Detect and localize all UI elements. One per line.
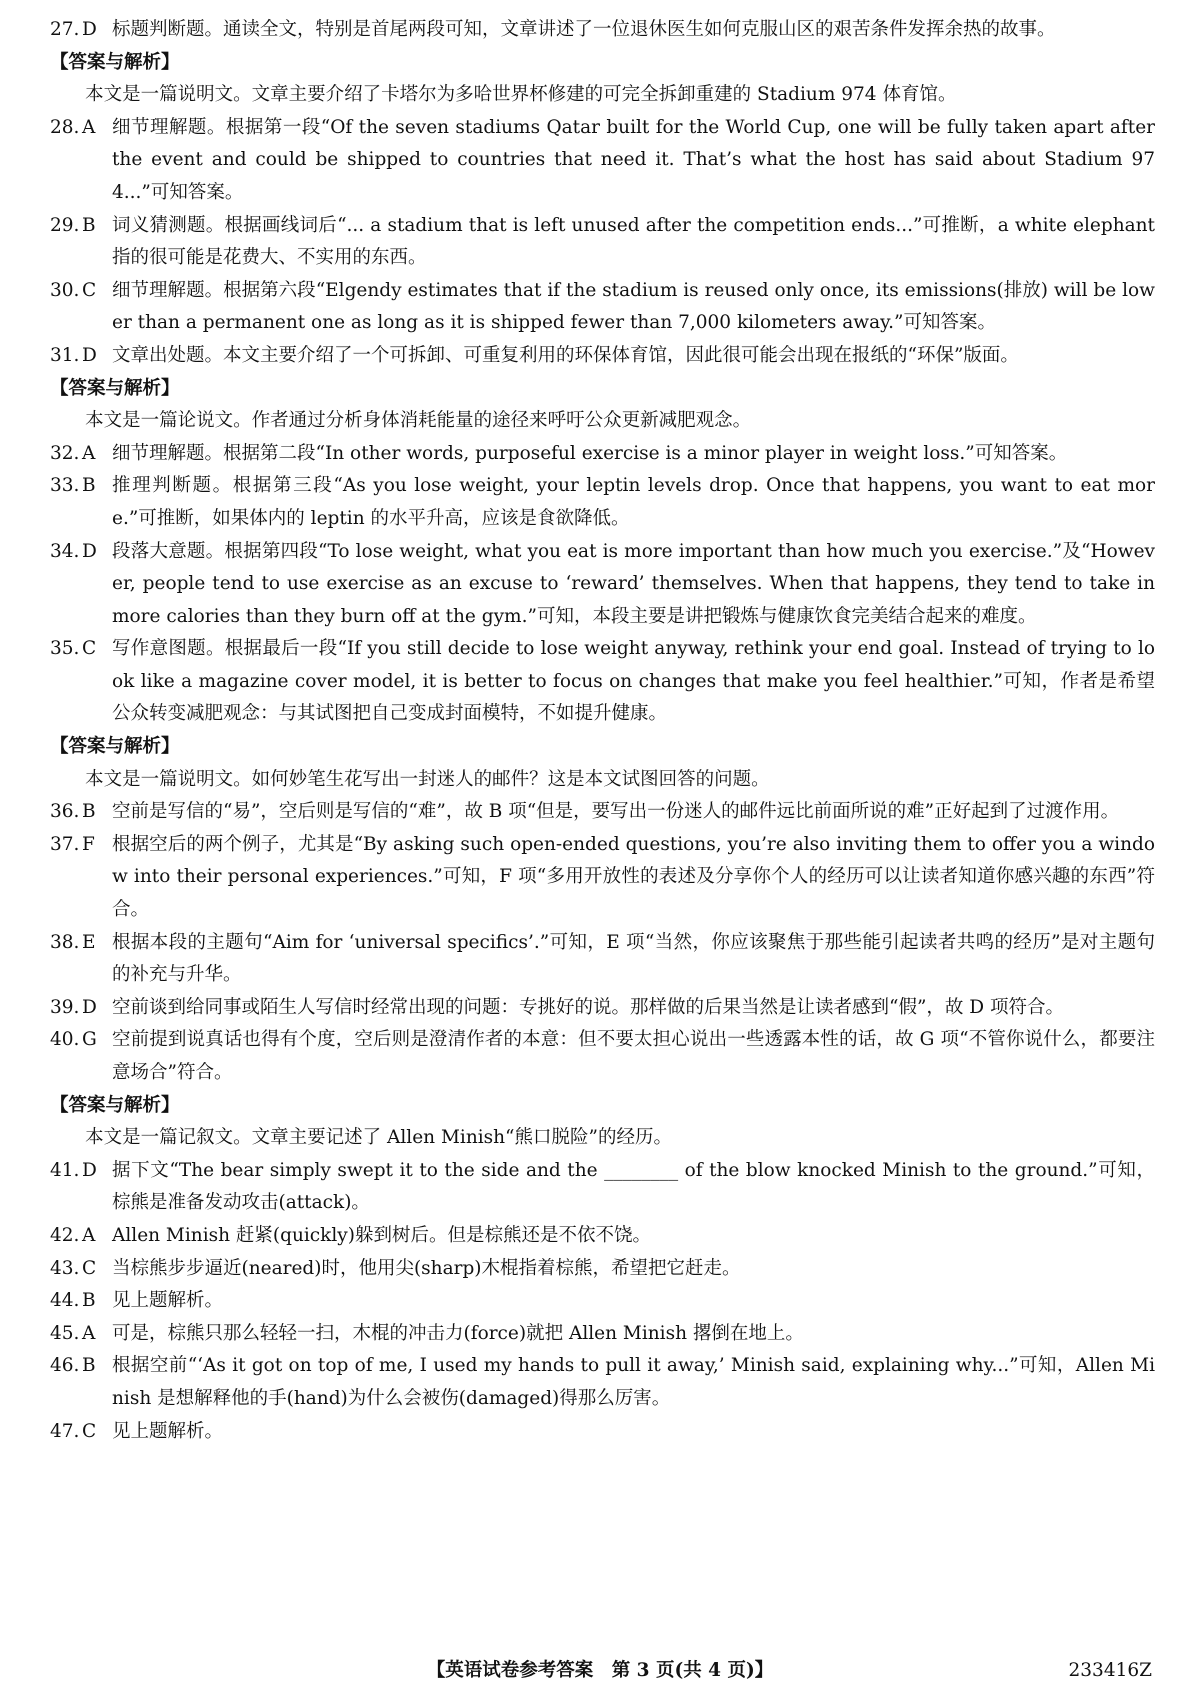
answer-list [50,14,1155,1448]
passage-summary: 本文是一篇记叙文。文章主要记述了 Allen Minish“熊口脱险”的经历。 [85,1127,672,1149]
answer-item [50,796,1155,829]
question-number: 39. [50,996,80,1018]
passage-summary: 本文是一篇说明文。如何妙笔生花写出一封迷人的邮件？这是本文试图回答的问题。 [85,768,770,790]
answer-item [50,536,1155,634]
answer-item [50,1285,1155,1318]
answer-item [50,1318,1155,1351]
question-number: 31. [50,344,80,366]
question-number: 37. [50,833,80,855]
answer-letter: D [82,19,97,40]
answer-item [50,340,1155,373]
answer-item [50,1350,1155,1415]
answer-letter: A [82,442,96,464]
answer-item [50,992,1155,1025]
explanation-text: 写作意图题。根据最后一段“If you still decide to lose weight anyway, rethink your end goal. Instead of trying to look like a magazine cover model, it is better to focus on changes that make you feel healthier.”可知，作者是希望公众转变减肥观念：与其试图把自己变成封面模特，不如提升健康。 [112,638,1155,725]
explanation-text: 可是，棕熊只那么轻轻一扫，木棍的冲击力(force)就把 Allen Minish 撂倒在地上。 [112,1322,804,1344]
explanation-text: 标题判断题。通读全文，特别是首尾两段可知，文章讲述了一位退休医生如何克服山区的艰苦条件发挥余热的故事。 [112,19,1056,40]
answer-letter: C [82,279,97,301]
footer-code: 233416Z [1068,1660,1152,1681]
question-number: 38. [50,931,80,953]
answer-item [50,633,1155,731]
passage-summary: 本文是一篇说明文。文章主要介绍了卡塔尔为多哈世界杯修建的可完全拆卸重建的 Stadium 974 体育馆。 [85,84,957,106]
answer-letter: E [82,931,96,953]
question-number: 30. [50,279,80,301]
explanation-text: 根据空前“‘As it got on top of me, I used my hands to pull it away,’ Minish said, explaining why...”可知，Allen Minish 是想解释他的手(hand)为什么会被伤(damaged)得那么厉害。 [112,1355,1155,1409]
answer-item [50,1253,1155,1286]
explanation-text: 据下文“The bear simply swept it to the side and the ________ of the blow knocked Minish to the ground.”可知，棕熊是准备发动攻击(attack)。 [112,1159,1155,1214]
explanation-text: 见上题解析。 [112,1290,224,1312]
explanation-text: 文章出处题。本文主要介绍了一个可拆卸、可重复利用的环保体育馆，因此很可能会出现在报纸的“环保”版面。 [112,344,1019,366]
answer-letter: B [82,1355,96,1377]
answer-letter: B [82,1290,96,1312]
answer-item [50,1024,1155,1089]
explanation-text: 见上题解析。 [112,1420,224,1442]
page-footer [0,1655,1200,1687]
answer-item [50,1155,1155,1220]
question-number: 32. [50,442,80,464]
answer-letter: D [82,540,97,562]
answer-item [50,275,1155,340]
answer-item [50,927,1155,992]
answer-letter: D [82,1159,97,1181]
answer-letter: C [82,1257,97,1279]
answer-letter: C [82,1420,97,1442]
answer-letter: D [82,344,97,366]
answer-letter: A [82,116,96,138]
question-number: 34. [50,540,80,562]
question-number: 29. [50,214,80,236]
answer-item [50,1416,1155,1449]
explanation-text: 细节理解题。根据第六段“Elgendy estimates that if the stadium is reused only once, its emissions(排放) will be lower than a permanent one as long as it is shipped fewer than 7,000 kilometers away.”可知答案。 [112,279,1155,334]
question-number: 40. [50,1029,80,1051]
explanation-text: 推理判断题。根据第三段“As you lose weight, your leptin levels drop. Once that happens, you want to eat more.”可推断，如果体内的 leptin 的水平升高，应该是食欲降低。 [112,475,1155,529]
answer-letter: A [82,1322,96,1344]
explanation-text: 当棕熊步步逼近(neared)时，他用尖(sharp)木棍指着棕熊，希望把它赶走。 [112,1257,741,1279]
question-number: 46. [50,1355,80,1377]
section-header: 【答案与解析】 [50,1094,180,1116]
question-number: 43. [50,1257,80,1279]
answer-item [50,829,1155,927]
section-header: 【答案与解析】 [50,377,180,399]
explanation-text: 根据空后的两个例子，尤其是“By asking such open-ended questions, you’re also inviting them to offer you a window into their personal experiences.”可知，F 项“多用开放性的表述及分享你个人的经历可以让读者知道你感兴趣的东西”符合。 [112,833,1155,921]
section-header: 【答案与解析】 [50,51,180,73]
explanation-text: 细节理解题。根据第二段“In other words, purposeful exercise is a minor player in weight loss.”可知答案。 [112,442,1068,464]
answer-letter: B [82,801,96,823]
passage-summary: 本文是一篇论说文。作者通过分析身体消耗能量的途径来呼吁公众更新减肥观念。 [85,410,752,432]
explanation-text: 词义猜测题。根据画线词后“... a stadium that is left unused after the competition ends...”可推断，a white elephant 指的很可能是花费大、不实用的东西。 [112,214,1155,269]
explanation-text: 根据本段的主题句“Aim for ‘universal specifics’.”可知，E 项“当然，你应该聚焦于那些能引起读者共鸣的经历”是对主题句的补充与升华。 [112,931,1155,986]
answer-letter: B [82,214,96,236]
answer-letter: F [82,833,95,855]
answer-item [50,112,1155,210]
explanation-text: 空前谈到给同事或陌生人写信时经常出现的问题：专挑好的说。那样做的后果当然是让读者感到“假”，故 D 项符合。 [112,996,1065,1018]
answer-letter: A [82,1224,96,1246]
question-number: 44. [50,1290,80,1312]
explanation-text: 细节理解题。根据第一段“Of the seven stadiums Qatar built for the World Cup, one will be fully taken apart after the event and could be shipped to countries that need it. That’s what the host has said about Stadium 974...”可知答案。 [112,116,1155,203]
question-number: 28. [50,116,80,138]
question-number: 35. [50,638,80,660]
question-number: 36. [50,801,80,823]
answer-item [50,470,1155,535]
explanation-text: 段落大意题。根据第四段“To lose weight, what you eat is more important than how much you exercise.”及“However, people tend to use exercise as an excuse to ‘reward’ themselves. When that happens, they tend to take in more calories than they burn off at the gym.”可知，本段主要是讲把锻炼与健康饮食完美结合起来的难度。 [112,540,1155,627]
explanation-text: Allen Minish 赶紧(quickly)躲到树后。但是棕熊还是不依不饶。 [112,1224,651,1246]
question-number: 45. [50,1322,80,1344]
section-header: 【答案与解析】 [50,736,180,758]
question-number: 27. [50,19,80,40]
question-number: 41. [50,1159,80,1181]
question-number: 47. [50,1420,80,1442]
footer-title: 【英语试卷参考答案 第 3 页(共 4 页)】 [426,1660,774,1681]
answer-item [50,14,1155,47]
question-number: 33. [50,475,80,497]
answer-letter: D [82,996,97,1018]
question-number: 42. [50,1224,80,1246]
answer-item [50,210,1155,275]
answer-letter: C [82,638,97,660]
answer-item [50,1220,1155,1253]
answer-letter: G [82,1029,97,1051]
explanation-text: 空前提到说真话也得有个度，空后则是澄清作者的本意：但不要太担心说出一些透露本性的话，故 G 项“不管你说什么，都要注意场合”符合。 [112,1029,1155,1083]
explanation-text: 空前是写信的“易”，空后则是写信的“难”，故 B 项“但是，要写出一份迷人的邮件远比前面所说的难”正好起到了过渡作用。 [112,801,1120,823]
answer-item [50,438,1155,471]
answer-letter: B [82,475,96,497]
